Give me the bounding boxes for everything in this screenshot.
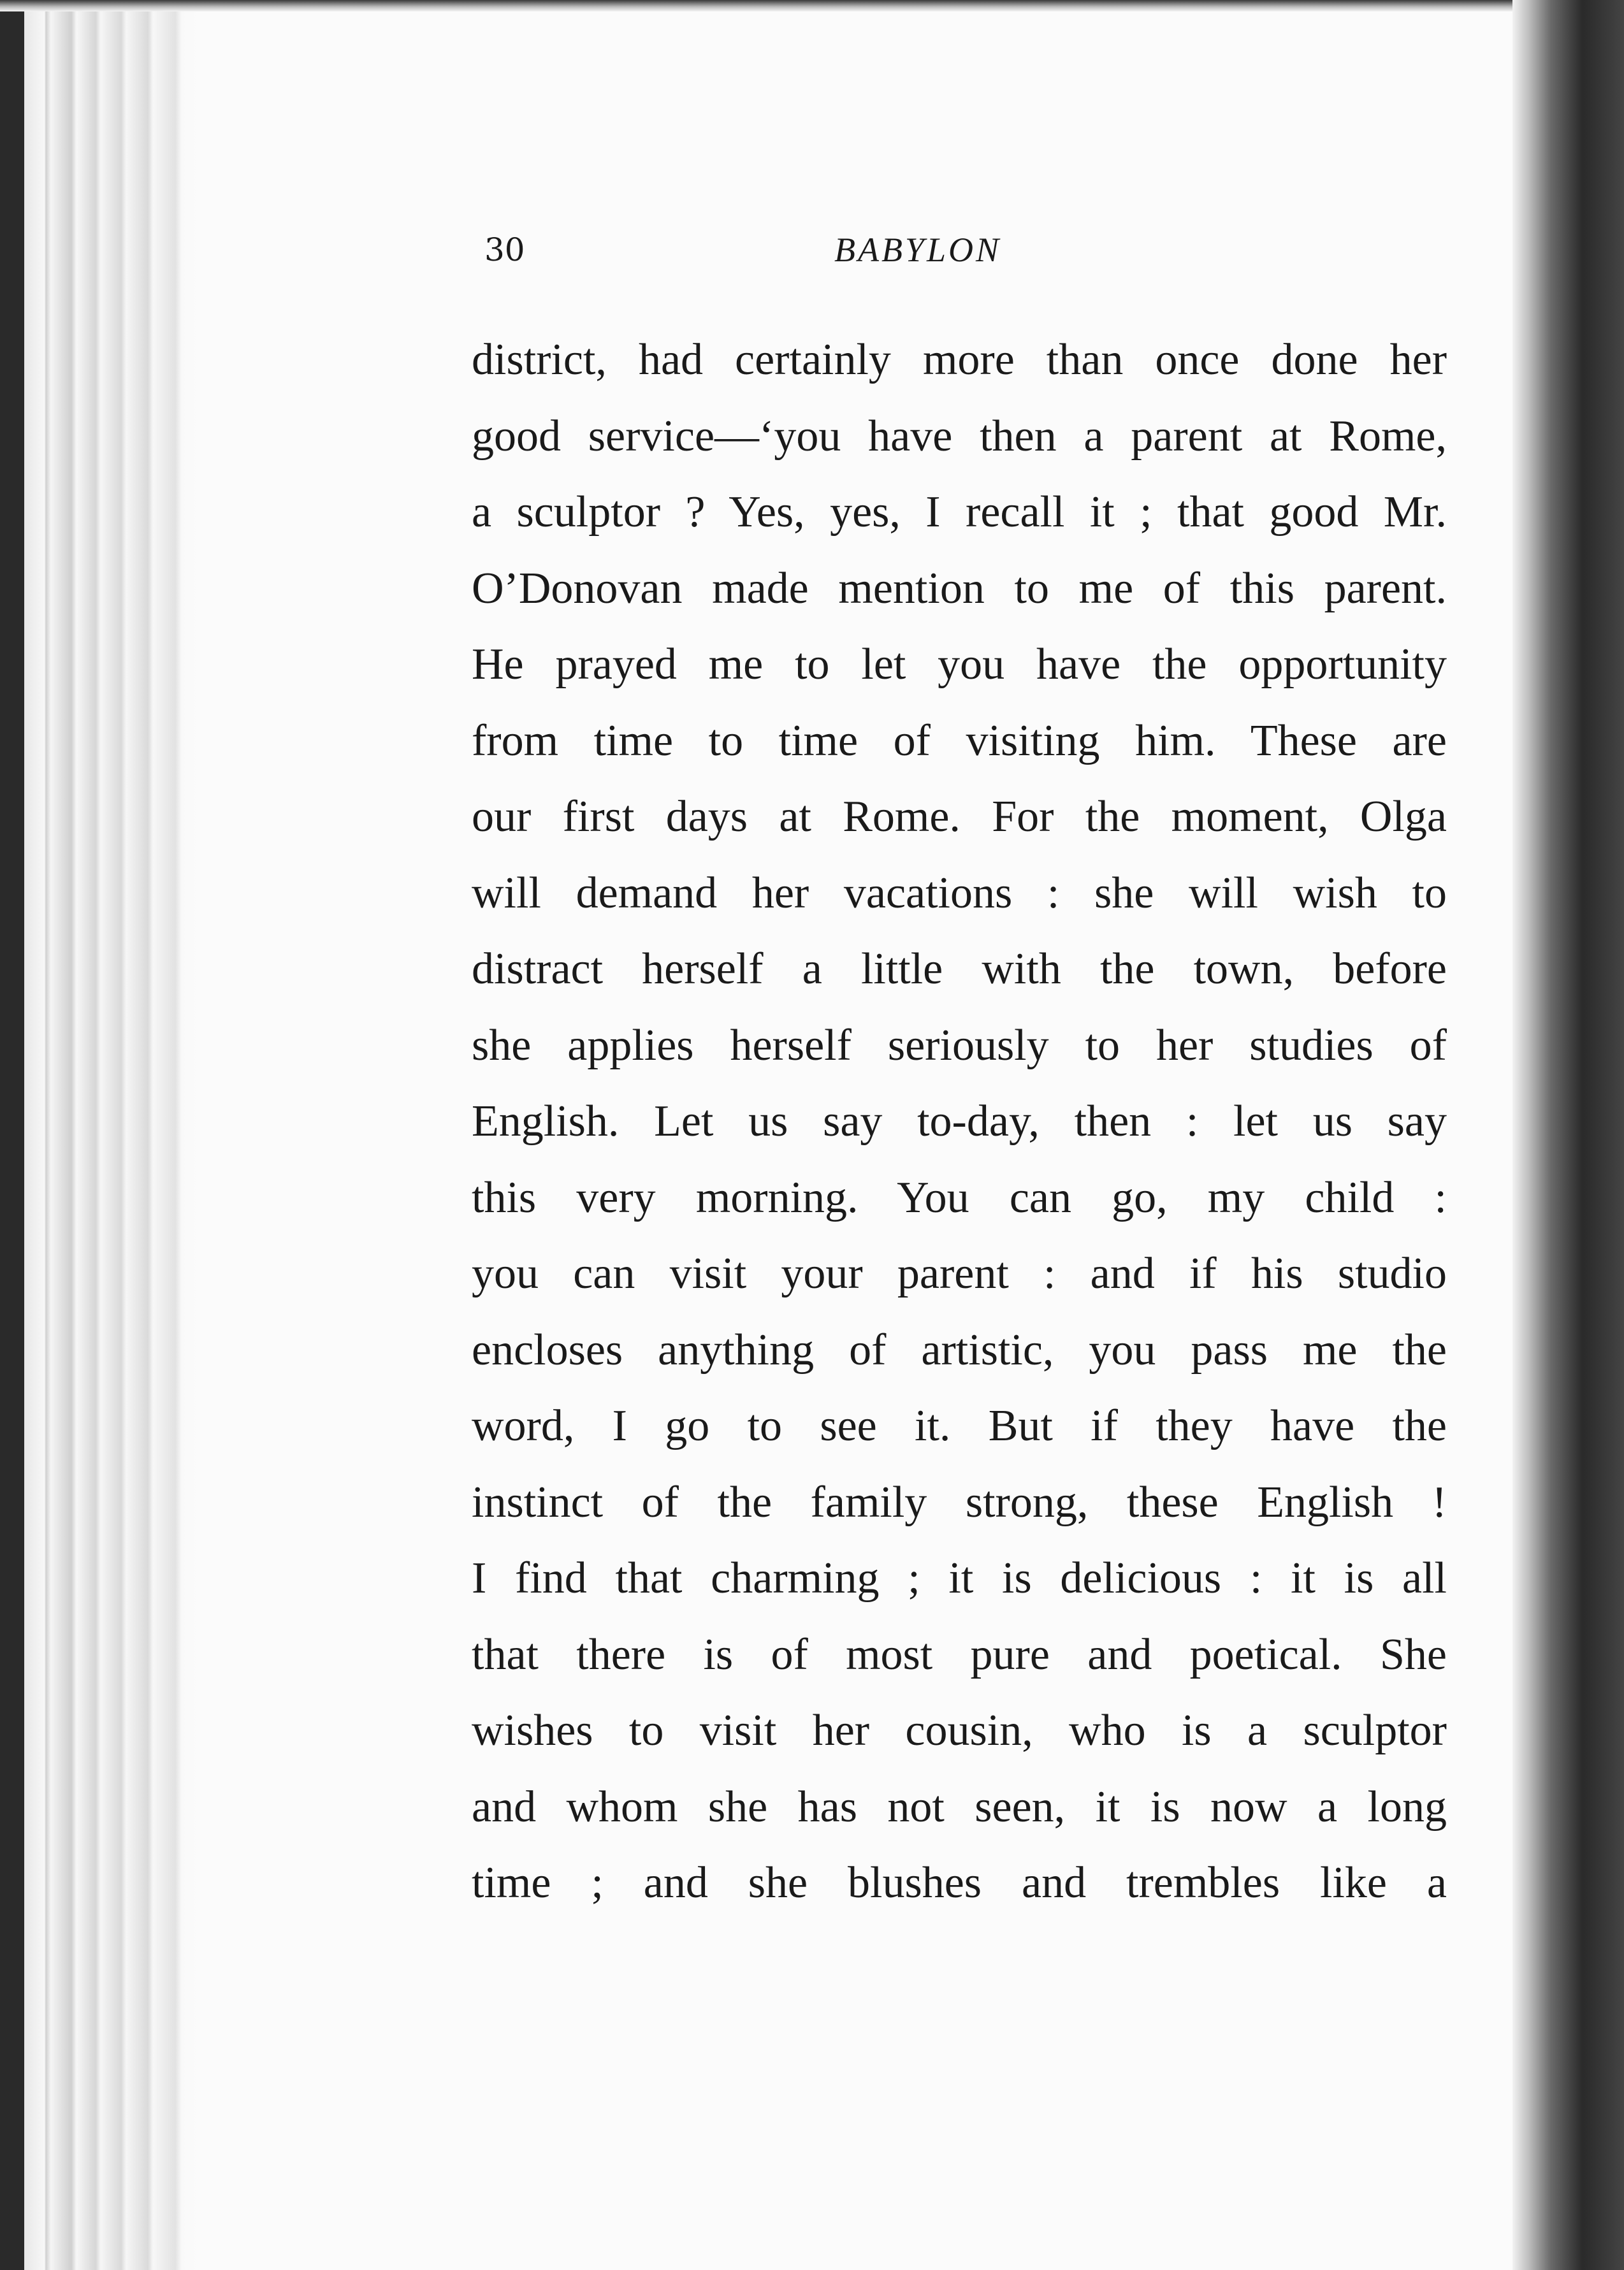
text-line: this very morning. You can go, my child : xyxy=(472,1173,1447,1222)
text-line: that there is of most pure and poetical. She xyxy=(472,1630,1447,1679)
scanner-top-border xyxy=(0,0,1624,11)
text-line: you can visit your parent : and if his studio xyxy=(472,1249,1447,1298)
text-line: instinct of the family strong, these English ! xyxy=(472,1477,1447,1527)
text-line: from time to time of visiting him. These are xyxy=(472,716,1447,765)
text-line: I find that charming ; it is delicious : it is all xyxy=(472,1554,1447,1603)
text-line: O’Donovan made mention to me of this parent. xyxy=(472,563,1447,613)
page-shadow-edge xyxy=(1512,0,1624,2270)
text-line: she applies herself seriously to her studies of xyxy=(472,1020,1447,1070)
text-line: word, I go to see it. But if they have the xyxy=(472,1401,1447,1450)
text-line: English. Let us say to-day, then : let us say xyxy=(472,1097,1447,1146)
text-line: distract herself a little with the town, before xyxy=(472,944,1447,994)
page-header xyxy=(484,224,1447,275)
text-line: a sculptor ? Yes, yes, I recall it ; that good Mr. xyxy=(472,488,1447,537)
text-line: and whom she has not seen, it is now a long xyxy=(472,1782,1447,1832)
book-binding-edge xyxy=(0,0,198,2270)
text-line: our first days at Rome. For the moment, Olga xyxy=(472,792,1447,841)
text-line: He prayed me to let you have the opportunity xyxy=(472,640,1447,689)
running-title: BABYLON xyxy=(834,231,1002,269)
text-line: will demand her vacations : she will wish to xyxy=(472,868,1447,918)
text-line: encloses anything of artistic, you pass me the xyxy=(472,1325,1447,1375)
text-line: wishes to visit her cousin, who is a sculptor xyxy=(472,1706,1447,1755)
text-line: time ; and she blushes and trembles like a xyxy=(472,1858,1447,1907)
body-text xyxy=(472,322,1447,1921)
page-number: 30 xyxy=(484,231,525,268)
text-line: good service—‘you have then a parent at Rome, xyxy=(472,411,1447,461)
text-line: district, had certainly more than once done her xyxy=(472,335,1447,384)
